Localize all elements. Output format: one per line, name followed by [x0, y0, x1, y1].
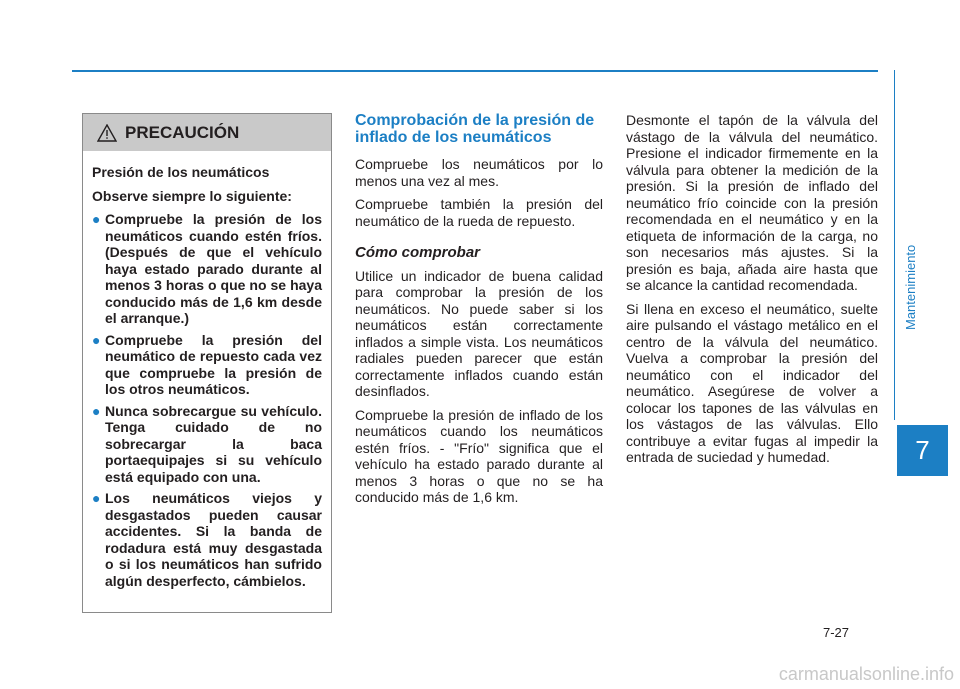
top-rule: [72, 70, 878, 72]
watermark: carmanualsonline.info: [778, 664, 954, 684]
chapter-number-badge: 7: [897, 425, 948, 476]
caution-item: [92, 332, 322, 398]
bullet-icon: ●: [92, 331, 101, 348]
paragraph: Utilice un indicador de buena calidad para comprobar la presión de los neumáticos. No puede saber si los neumáticos están correctamente inflados a simple vista. Los neumáticos radiales pueden parecer que están correctamente inflados cuando están desinflados.: [355, 267, 603, 399]
paragraph: Compruebe los neumáticos por lo menos una vez al mes.: [355, 156, 603, 189]
section-title: Comprobación de la presión de inflado de los neumáticos: [355, 112, 595, 146]
caution-item-text: Nunca sobrecargue su vehículo. Tenga cuidado de no sobrecargar la baca portaequipajes si su vehículo está equipado con una.: [105, 402, 322, 485]
caution-item: [92, 490, 322, 589]
paragraph: Compruebe también la presión del neumático de la rueda de repuesto.: [355, 196, 603, 229]
side-rule: [894, 70, 895, 420]
caution-list: [92, 211, 322, 589]
bullet-icon: ●: [92, 490, 101, 506]
bullet-icon: ●: [92, 211, 101, 227]
caution-box: [82, 113, 332, 613]
caution-title: PRECAUCIÓN: [125, 122, 240, 142]
warning-triangle-icon: [97, 124, 117, 142]
caution-header: [83, 114, 331, 151]
paragraph: Desmonte el tapón de la válvula del vástago de la válvula del neumático. Presione el indicador firmemente en la válvula para obtener la medición de la presión. Si la presión de inflado del neumático frío coincide con la presión recomendada en el neumático y en la etiqueta de información de la carga, no son necesarios más ajustes. Si la presión es baja, añada aire hasta que se alcance la cantidad recomendada.: [626, 112, 878, 293]
paragraph: Si llena en exceso el neumático, suelte aire pulsando el vástago metálico en el centro de la válvula del neumático. Vuelva a comprobar la presión del neumático con el indicador del neumático. Asegúrese de volver a colocar los tapones de las válvulas en los vástagos de las válvulas. Ello contribuye a evitar fugas al impedir la entrada de suciedad y humedad.: [626, 300, 878, 465]
middle-column: [355, 112, 603, 513]
caution-item: [92, 211, 322, 327]
caution-item-text: Los neumáticos viejos y desgastados pueden causar accidentes. Si la banda de rodadura está muy desgastada o si los neumáticos han sufrido algún desperfecto, cámbielos.: [105, 490, 322, 589]
caution-intro: Observe siempre lo siguiente:: [92, 187, 292, 204]
caution-item: [92, 403, 322, 486]
bullet-icon: ●: [92, 402, 101, 419]
right-column: [626, 112, 878, 473]
caution-item-text: Compruebe la presión del neumático de repuesto cada vez que compruebe la presión de los otros neumáticos.: [105, 331, 322, 397]
paragraph: Compruebe la presión de inflado de los neumáticos cuando los neumáticos estén fríos. - "Frío" significa que el vehículo ha estado parado durante al menos 3 horas o que no se ha conducido más de 1,6 km.: [355, 406, 603, 505]
page-number: 7-27: [823, 625, 850, 640]
caution-body: [83, 151, 331, 589]
caution-subtitle: Presión de los neumáticos: [92, 164, 270, 180]
subsection-title: Cómo comprobar: [355, 244, 481, 261]
chapter-side-label: Mantenimiento: [903, 244, 918, 330]
caution-item-text: Compruebe la presión de los neumáticos cuando estén fríos. (Después de que el vehículo haya estado parado durante al menos 3 horas o que no se haya conducido más de 1,6 km desde el arranque.): [105, 211, 322, 326]
